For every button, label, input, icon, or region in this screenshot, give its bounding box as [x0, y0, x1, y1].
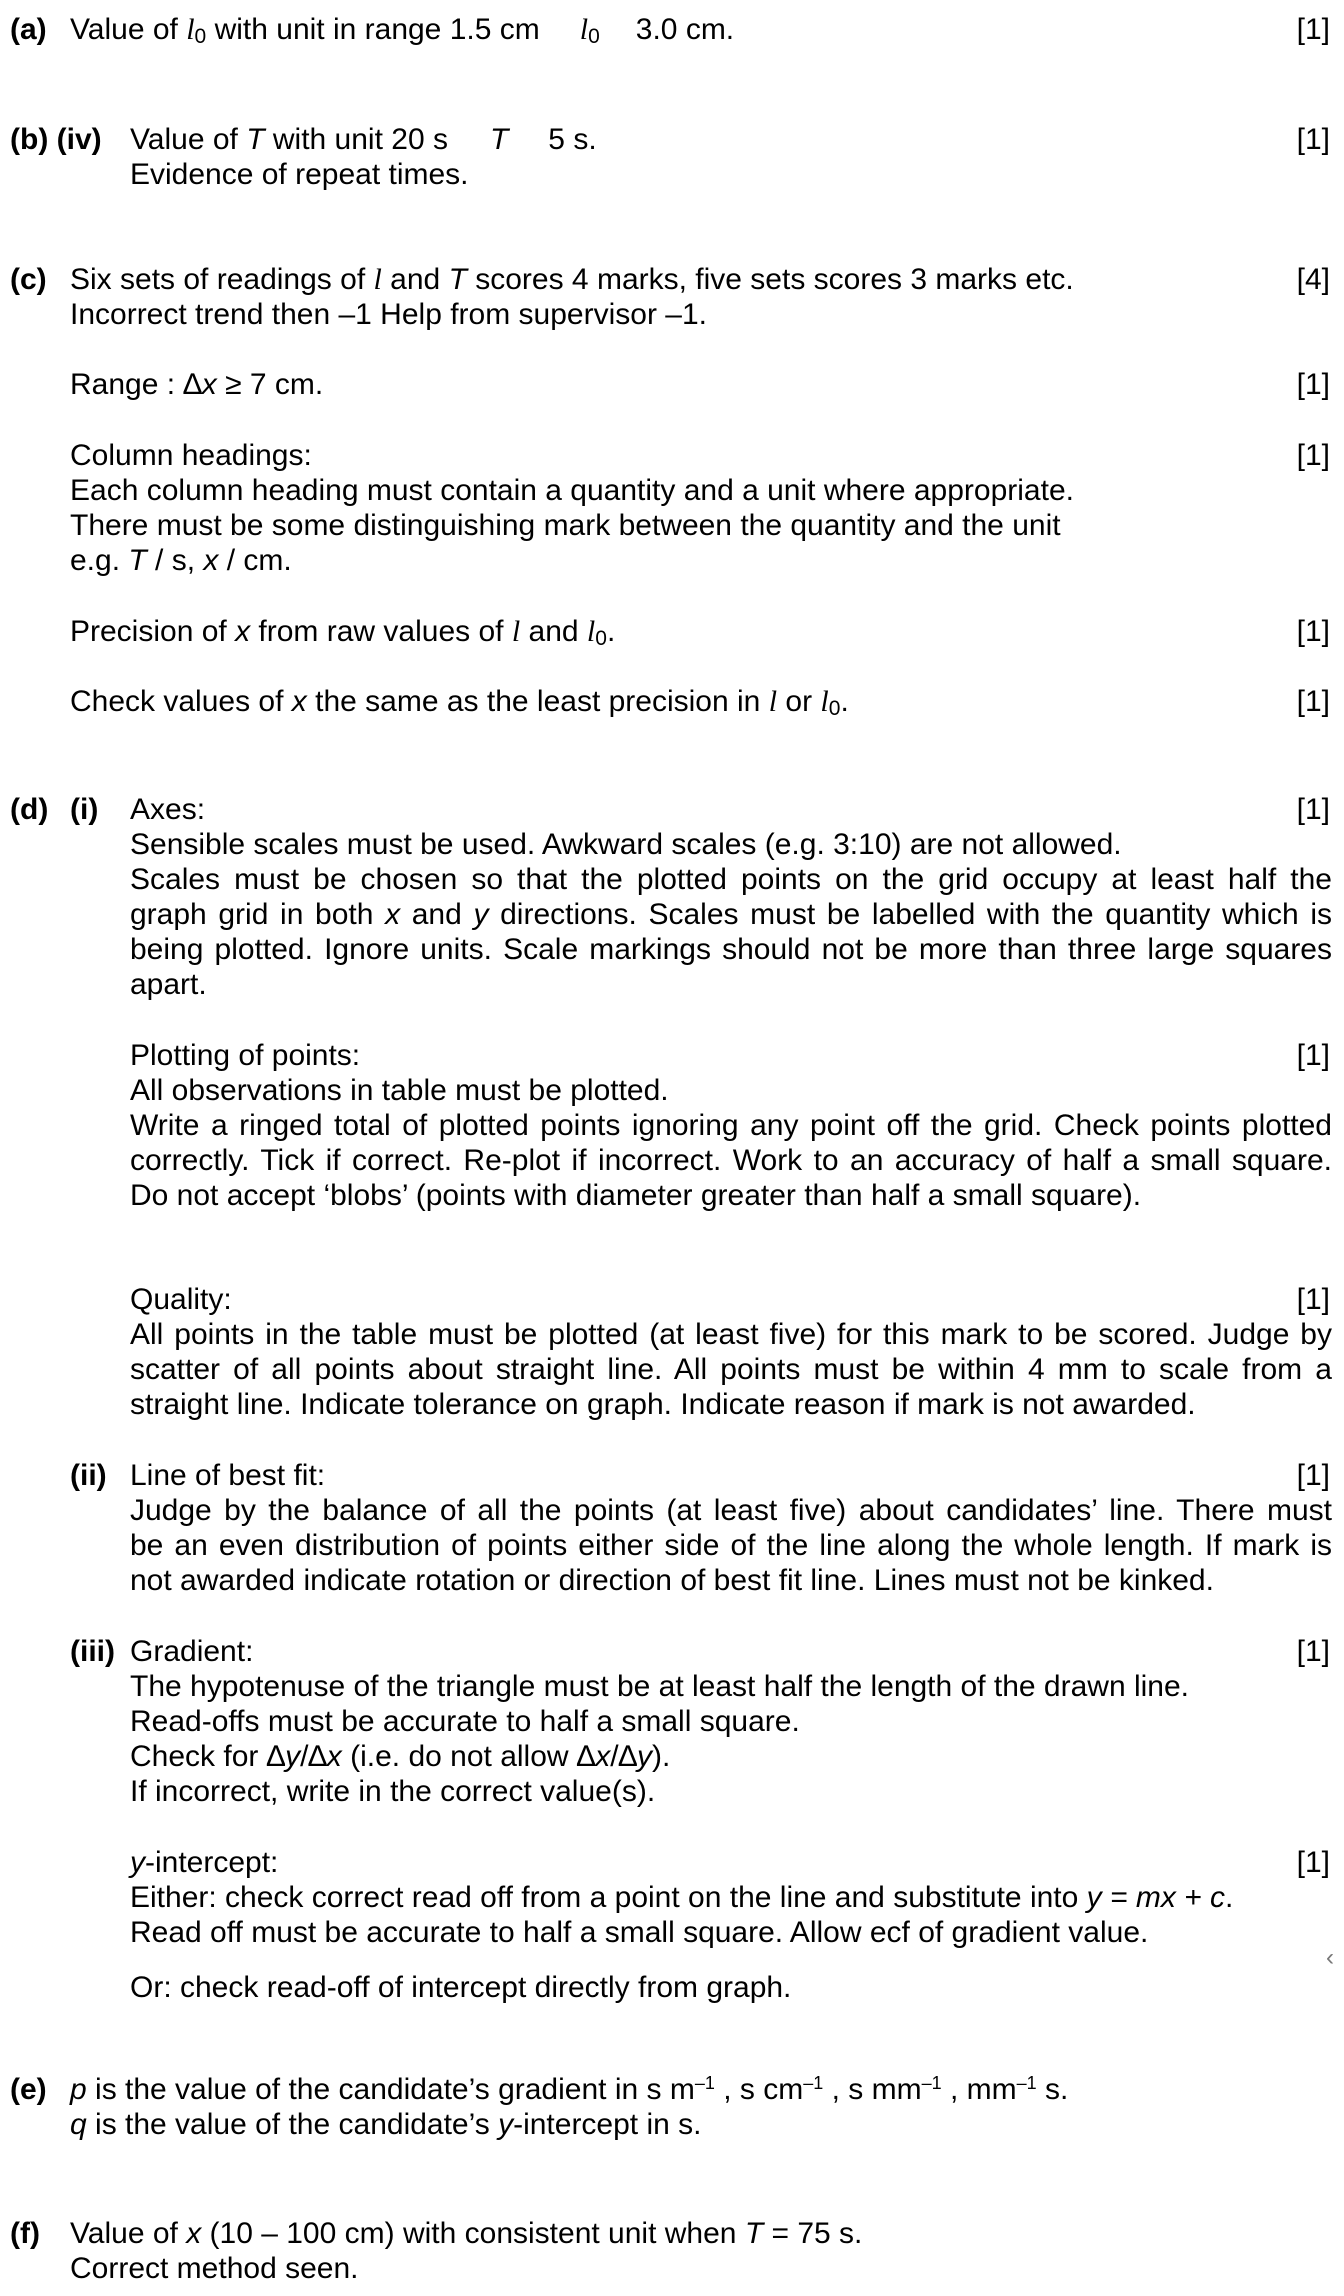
label-a: (a): [10, 13, 47, 46]
d-intercept-line1: Either: check correct read off from a point on the line and substitute into y = mx + c.: [130, 1881, 1234, 1914]
d-plotting-line3: correctly. Tick if correct. Re-plot if incorrect. Work to an accuracy of half a small square.: [130, 1144, 1332, 1177]
d-intercept-line3: Or: check read-off of intercept directly from graph.: [130, 1971, 792, 2004]
f-line2: Correct method seen.: [70, 2252, 359, 2285]
marks-d-quality: [1]: [1296, 1283, 1330, 1316]
c-range-line: Range : ∆x ≥ 7 cm.: [70, 368, 324, 401]
d-quality-title: Quality:: [130, 1283, 232, 1316]
e-line2: q is the value of the candidate’s y-intercept in s.: [70, 2108, 702, 2141]
d-bestfit-title: Line of best fit:: [130, 1459, 326, 1492]
d-quality-line3: straight line. Indicate tolerance on graph. Indicate reason if mark is not awarded.: [130, 1388, 1196, 1421]
d-gradient-line2: Read-offs must be accurate to half a small square.: [130, 1705, 800, 1738]
marks-c-check: [1]: [1296, 685, 1330, 718]
d-intercept-line2: Read off must be accurate to half a small square. Allow ecf of gradient value.: [130, 1916, 1149, 1949]
f-line1: Value of x (10 – 100 cm) with consistent unit when T = 75 s.: [70, 2217, 863, 2250]
c-trend-line: Incorrect trend then –1 Help from supervisor –1.: [70, 298, 707, 331]
d-intercept-title: y-intercept:: [130, 1846, 279, 1879]
c-precision-line: Precision of x from raw values of l and $l_0$.: [70, 615, 616, 651]
marks-d-axes: [1]: [1296, 793, 1330, 826]
label-d-i: (i): [70, 793, 99, 826]
marks-d-gradient: [1]: [1296, 1635, 1330, 1668]
d-gradient-line1: The hypotenuse of the triangle must be at least half the length of the drawn line.: [130, 1670, 1190, 1703]
marks-b-iv: [1]: [1296, 123, 1330, 156]
label-d-iii: (iii): [70, 1635, 115, 1668]
d-axes-line3: graph grid in both x and y directions. Scales must be labelled with the quantity which is: [130, 898, 1332, 931]
d-bestfit-line2: be an even distribution of points either side of the line along the whole length. If mark is: [130, 1529, 1332, 1562]
d-gradient-line4: If incorrect, write in the correct value(s).: [130, 1775, 656, 1808]
d-axes-line1: Sensible scales must be used. Awkward scales (e.g. 3:10) are not allowed.: [130, 828, 1122, 861]
d-axes-line5: apart.: [130, 968, 207, 1001]
d-axes-line2: Scales must be chosen so that the plotted points on the grid occupy at least half the: [130, 863, 1332, 896]
c-readings-line: Six sets of readings of l and T scores 4 marks, five sets scores 3 marks etc.: [70, 263, 1074, 296]
marks-c-headings: [1]: [1296, 439, 1330, 472]
label-b-iv: (b) (iv): [10, 123, 102, 156]
d-gradient-title: Gradient:: [130, 1635, 254, 1668]
check-mark-icon: ‹: [1326, 1944, 1334, 1971]
marks-d-intercept: [1]: [1296, 1846, 1330, 1879]
a-line1: Value of $l_0$ with unit in range 1.5 cm $l_0$ 3.0 cm.: [70, 13, 735, 49]
d-plotting-line2: Write a ringed total of plotted points ignoring any point off the grid. Check points plotted: [130, 1109, 1332, 1142]
d-gradient-line3: Check for ∆y/∆x (i.e. do not allow ∆x/∆y).: [130, 1740, 671, 1773]
c-headings-title: Column headings:: [70, 439, 312, 472]
e-line1: p is the value of the candidate’s gradient in s $m^{-1}$ , s $cm^{-1}$ , s $mm^{-1}$ , $mm^{-1}$ s.: [70, 2073, 1069, 2106]
d-bestfit-line1: Judge by the balance of all the points (at least five) about candidates’ line. There must: [130, 1494, 1332, 1527]
marks-c-readings: [4]: [1296, 263, 1330, 296]
d-quality-line1: All points in the table must be plotted (at least five) for this mark to be scored. Judge by: [130, 1318, 1332, 1351]
label-d: (d): [10, 793, 49, 826]
c-headings-line2: There must be some distinguishing mark between the quantity and the unit: [70, 509, 1061, 542]
c-headings-line3: e.g. T / s, x / cm.: [70, 544, 292, 577]
d-plotting-line1: All observations in table must be plotted.: [130, 1074, 669, 1107]
c-headings-line1: Each column heading must contain a quantity and a unit where appropriate.: [70, 474, 1074, 507]
label-f: (f): [10, 2217, 40, 2250]
d-plotting-title: Plotting of points:: [130, 1039, 361, 1072]
marks-c-precision: [1]: [1296, 615, 1330, 648]
marks-d-plotting: [1]: [1296, 1039, 1330, 1072]
label-c: (c): [10, 263, 47, 296]
d-quality-line2: scatter of all points about straight line. All points must be within 4 mm to scale from a: [130, 1353, 1332, 1386]
marks-a: [1]: [1296, 13, 1330, 46]
d-plotting-line4: Do not accept ‘blobs’ (points with diameter greater than half a small square).: [130, 1179, 1142, 1212]
b-line2: Evidence of repeat times.: [130, 158, 469, 191]
d-axes-title: Axes:: [130, 793, 206, 826]
c-check-line: Check values of x the same as the least precision in l or $l_0$.: [70, 685, 849, 721]
d-axes-line4: being plotted. Ignore units. Scale markings should not be more than three large squares: [130, 933, 1332, 966]
marks-d-bestfit: [1]: [1296, 1459, 1330, 1492]
b-line1: Value of T with unit 20 s T 5 s.: [130, 123, 597, 156]
d-bestfit-line3: not awarded indicate rotation or direction of best fit line. Lines must not be kinked.: [130, 1564, 1214, 1597]
label-e: (e): [10, 2073, 47, 2106]
label-d-ii: (ii): [70, 1459, 107, 1492]
marks-c-range: [1]: [1296, 368, 1330, 401]
